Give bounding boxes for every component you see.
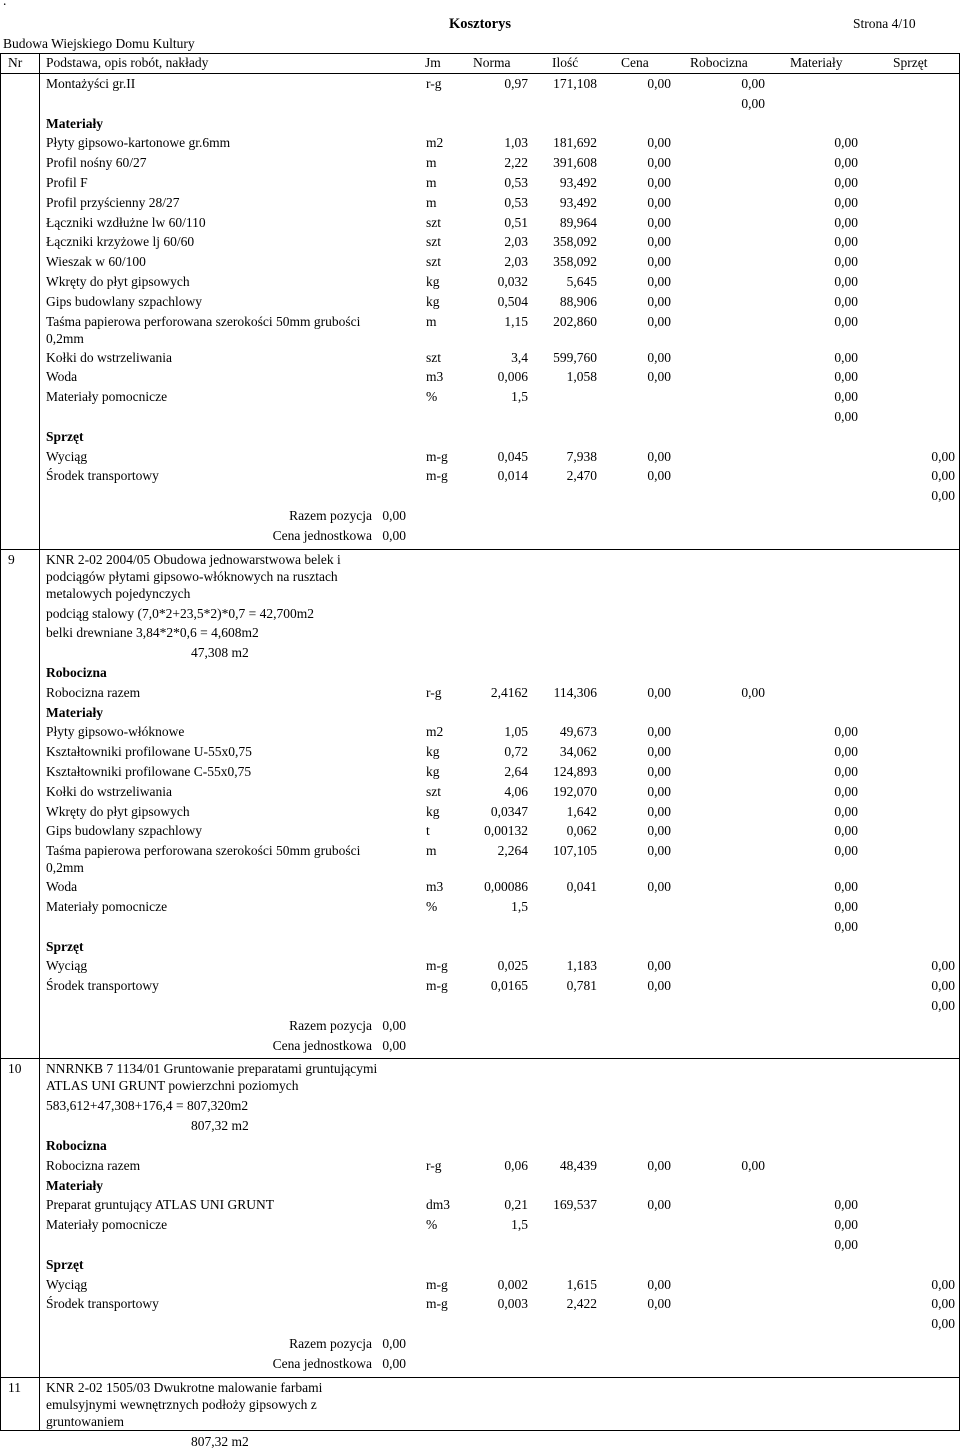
row-equipment: 0,00 bbox=[931, 1296, 955, 1311]
position-description: metalowych pojedynczych bbox=[46, 586, 191, 601]
row-materials: 0,00 bbox=[834, 744, 858, 759]
row-labour: 0,00 bbox=[741, 76, 765, 91]
row-price: 0,00 bbox=[647, 175, 671, 190]
row-unit: m-g bbox=[426, 449, 448, 464]
row-unit: m-g bbox=[426, 1277, 448, 1292]
subtotal-equipment: 0,00 bbox=[931, 1316, 955, 1331]
row-description: Materiały pomocnicze bbox=[46, 389, 168, 404]
row-unit: r-g bbox=[426, 1158, 442, 1173]
row-unit: szt bbox=[426, 350, 441, 365]
row-materials: 0,00 bbox=[834, 350, 858, 365]
row-norma: 0,21 bbox=[504, 1197, 528, 1212]
section-heading: Robocizna bbox=[46, 665, 107, 680]
position-description: emulsyjnymi wewnętrznych podłoży gipsowych z bbox=[46, 1397, 317, 1412]
row-equipment: 0,00 bbox=[931, 978, 955, 993]
section-heading: Sprzęt bbox=[46, 429, 84, 444]
row-norma: 2,22 bbox=[504, 155, 528, 170]
row-unit: m-g bbox=[426, 978, 448, 993]
row-labour: 0,00 bbox=[741, 1158, 765, 1173]
row-description: Wkręty do płyt gipsowych bbox=[46, 274, 190, 289]
row-description: Profil F bbox=[46, 175, 88, 190]
subtotal-materials: 0,00 bbox=[834, 1237, 858, 1252]
document-title: Kosztorys bbox=[449, 16, 512, 32]
row-norma: 1,5 bbox=[511, 1217, 528, 1232]
row-norma: 0,014 bbox=[497, 468, 528, 483]
row-quantity: 49,673 bbox=[559, 724, 597, 739]
header-col-desc: Podstawa, opis robót, nakłady bbox=[46, 55, 209, 70]
row-quantity: 107,105 bbox=[553, 843, 597, 858]
row-price: 0,00 bbox=[647, 1197, 671, 1212]
row-unit: m-g bbox=[426, 468, 448, 483]
position-quantity: 807,32 m2 bbox=[191, 1434, 249, 1449]
row-description: Woda bbox=[46, 369, 78, 384]
subtotal-equipment: 0,00 bbox=[931, 998, 955, 1013]
row-quantity: 192,070 bbox=[553, 784, 597, 799]
row-norma: 2,03 bbox=[504, 254, 528, 269]
row-norma: 0,032 bbox=[497, 274, 528, 289]
row-equipment: 0,00 bbox=[931, 468, 955, 483]
header-col-norma: Norma bbox=[473, 55, 511, 70]
row-description: Środek transportowy bbox=[46, 468, 159, 483]
row-norma: 0,97 bbox=[504, 76, 528, 91]
row-price: 0,00 bbox=[647, 879, 671, 894]
row-description: Kształtowniki profilowane C-55x0,75 bbox=[46, 764, 252, 779]
row-quantity: 1,642 bbox=[566, 804, 597, 819]
row-quantity: 358,092 bbox=[553, 234, 597, 249]
row-description: Gips budowlany szpachlowy bbox=[46, 294, 202, 309]
row-norma: 0,00132 bbox=[484, 823, 528, 838]
row-norma: 0,504 bbox=[497, 294, 528, 309]
row-price: 0,00 bbox=[647, 685, 671, 700]
row-description: Wyciąg bbox=[46, 449, 88, 464]
position-description: NNRNKB 7 1134/01 Gruntowanie preparatami gruntującymi bbox=[46, 1061, 378, 1076]
row-materials: 0,00 bbox=[834, 195, 858, 210]
position-number: 9 bbox=[8, 552, 15, 567]
total-value: 0,00 bbox=[382, 1356, 406, 1371]
row-unit: m bbox=[426, 314, 437, 329]
row-materials: 0,00 bbox=[834, 234, 858, 249]
section-heading: Materiały bbox=[46, 1178, 103, 1193]
row-price: 0,00 bbox=[647, 215, 671, 230]
row-norma: 1,5 bbox=[511, 899, 528, 914]
row-description: Woda bbox=[46, 879, 78, 894]
row-price: 0,00 bbox=[647, 724, 671, 739]
total-label: Razem pozycja bbox=[289, 1336, 372, 1351]
total-value: 0,00 bbox=[382, 1038, 406, 1053]
row-description: Profil przyścienny 28/27 bbox=[46, 195, 180, 210]
row-quantity: 391,608 bbox=[553, 155, 597, 170]
row-norma: 0,53 bbox=[504, 195, 528, 210]
section-heading: Sprzęt bbox=[46, 939, 84, 954]
position-description: gruntowaniem bbox=[46, 1414, 124, 1429]
row-quantity: 114,306 bbox=[553, 685, 597, 700]
row-unit: kg bbox=[426, 744, 440, 759]
row-norma: 0,51 bbox=[504, 215, 528, 230]
row-materials: 0,00 bbox=[834, 784, 858, 799]
row-quantity: 2,422 bbox=[566, 1296, 597, 1311]
row-price: 0,00 bbox=[647, 468, 671, 483]
header-col-sprzet: Sprzęt bbox=[893, 55, 928, 70]
row-unit: t bbox=[426, 823, 430, 838]
row-price: 0,00 bbox=[647, 784, 671, 799]
row-quantity: 171,108 bbox=[553, 76, 597, 91]
total-label: Cena jednostkowa bbox=[272, 1038, 372, 1053]
row-equipment: 0,00 bbox=[931, 958, 955, 973]
total-label: Razem pozycja bbox=[289, 508, 372, 523]
row-materials: 0,00 bbox=[834, 215, 858, 230]
position-description: KNR 2-02 2004/05 Obudowa jednowarstwowa belek i bbox=[46, 552, 341, 567]
row-unit: kg bbox=[426, 764, 440, 779]
row-materials: 0,00 bbox=[834, 314, 858, 329]
row-quantity: 599,760 bbox=[553, 350, 597, 365]
row-description: Robocizna razem bbox=[46, 1158, 141, 1173]
row-materials: 0,00 bbox=[834, 879, 858, 894]
row-unit: kg bbox=[426, 294, 440, 309]
row-unit: m-g bbox=[426, 958, 448, 973]
subtotal-labour: 0,00 bbox=[741, 96, 765, 111]
row-description: Robocizna razem bbox=[46, 685, 141, 700]
row-quantity: 202,860 bbox=[553, 314, 597, 329]
row-materials: 0,00 bbox=[834, 389, 858, 404]
row-description: Preparat gruntujący ATLAS UNI GRUNT bbox=[46, 1197, 274, 1212]
row-norma: 2,64 bbox=[504, 764, 528, 779]
row-norma: 0,025 bbox=[497, 958, 528, 973]
row-unit: r-g bbox=[426, 76, 442, 91]
position-quantity: 807,32 m2 bbox=[191, 1118, 249, 1133]
row-norma: 0,045 bbox=[497, 449, 528, 464]
row-unit: m bbox=[426, 843, 437, 858]
section-heading: Sprzęt bbox=[46, 1257, 84, 1272]
row-price: 0,00 bbox=[647, 744, 671, 759]
row-price: 0,00 bbox=[647, 1158, 671, 1173]
row-price: 0,00 bbox=[647, 1296, 671, 1311]
calculation-line: podciąg stalowy (7,0*2+23,5*2)*0,7 = 42,700m2 bbox=[46, 606, 314, 621]
row-price: 0,00 bbox=[647, 274, 671, 289]
row-quantity: 181,692 bbox=[553, 135, 597, 150]
position-separator bbox=[0, 1058, 960, 1059]
row-quantity: 1,615 bbox=[566, 1277, 597, 1292]
nr-column-divider bbox=[39, 53, 40, 1431]
row-equipment: 0,00 bbox=[931, 449, 955, 464]
position-description: podciągów płytami gipsowo-włóknowych na rusztach bbox=[46, 569, 338, 584]
row-materials: 0,00 bbox=[834, 1197, 858, 1212]
row-norma: 1,15 bbox=[504, 314, 528, 329]
row-materials: 0,00 bbox=[834, 294, 858, 309]
position-quantity: 47,308 m2 bbox=[191, 645, 249, 660]
position-separator bbox=[0, 1377, 960, 1378]
row-description: Montażyści gr.II bbox=[46, 76, 136, 91]
header-col-ilosc: Ilość bbox=[552, 55, 579, 70]
row-materials: 0,00 bbox=[834, 899, 858, 914]
total-label: Cena jednostkowa bbox=[272, 528, 372, 543]
row-norma: 2,4162 bbox=[490, 685, 528, 700]
row-price: 0,00 bbox=[647, 843, 671, 858]
row-price: 0,00 bbox=[647, 1277, 671, 1292]
table-top-border bbox=[0, 53, 960, 54]
row-description: Wyciąg bbox=[46, 1277, 88, 1292]
subtotal-materials: 0,00 bbox=[834, 409, 858, 424]
row-quantity: 89,964 bbox=[559, 215, 597, 230]
row-price: 0,00 bbox=[647, 254, 671, 269]
row-norma: 0,006 bbox=[497, 369, 528, 384]
total-label: Cena jednostkowa bbox=[272, 1356, 372, 1371]
row-norma: 0,002 bbox=[497, 1277, 528, 1292]
row-price: 0,00 bbox=[647, 369, 671, 384]
row-description: Wkręty do płyt gipsowych bbox=[46, 804, 190, 819]
row-quantity: 358,092 bbox=[553, 254, 597, 269]
row-quantity: 48,439 bbox=[559, 1158, 597, 1173]
row-materials: 0,00 bbox=[834, 1217, 858, 1232]
total-value: 0,00 bbox=[382, 1336, 406, 1351]
row-materials: 0,00 bbox=[834, 843, 858, 858]
position-separator bbox=[0, 549, 960, 550]
row-description: Wyciąg bbox=[46, 958, 88, 973]
position-number: 11 bbox=[8, 1380, 21, 1395]
row-equipment: 0,00 bbox=[931, 1277, 955, 1292]
section-heading: Materiały bbox=[46, 705, 103, 720]
row-quantity: 1,183 bbox=[566, 958, 597, 973]
row-price: 0,00 bbox=[647, 76, 671, 91]
row-unit: m3 bbox=[426, 369, 444, 384]
page-number: Strona 4/10 bbox=[853, 16, 916, 31]
row-quantity: 93,492 bbox=[559, 195, 597, 210]
total-label: Razem pozycja bbox=[289, 1018, 372, 1033]
row-quantity: 2,470 bbox=[566, 468, 597, 483]
row-unit: m2 bbox=[426, 135, 444, 150]
row-norma: 3,4 bbox=[511, 350, 528, 365]
row-price: 0,00 bbox=[647, 234, 671, 249]
row-description: Taśma papierowa perforowana szerokości 50mm grubości bbox=[46, 843, 361, 858]
row-price: 0,00 bbox=[647, 764, 671, 779]
row-price: 0,00 bbox=[647, 823, 671, 838]
row-materials: 0,00 bbox=[834, 369, 858, 384]
header-col-materialy: Materiały bbox=[790, 55, 843, 70]
section-heading: Materiały bbox=[46, 116, 103, 131]
row-materials: 0,00 bbox=[834, 155, 858, 170]
row-norma: 4,06 bbox=[504, 784, 528, 799]
subtotal-equipment: 0,00 bbox=[931, 488, 955, 503]
row-price: 0,00 bbox=[647, 958, 671, 973]
row-price: 0,00 bbox=[647, 449, 671, 464]
row-norma: 1,03 bbox=[504, 135, 528, 150]
row-materials: 0,00 bbox=[834, 175, 858, 190]
row-quantity: 124,893 bbox=[553, 764, 597, 779]
row-norma: 0,003 bbox=[497, 1296, 528, 1311]
row-norma: 1,5 bbox=[511, 389, 528, 404]
row-unit: szt bbox=[426, 234, 441, 249]
header-bottom-border bbox=[0, 73, 960, 74]
position-description: ATLAS UNI GRUNT powierzchni poziomych bbox=[46, 1078, 299, 1093]
header-col-nr: Nr bbox=[8, 55, 23, 70]
row-norma: 0,0347 bbox=[490, 804, 528, 819]
row-description: Gips budowlany szpachlowy bbox=[46, 823, 202, 838]
row-description-cont: 0,2mm bbox=[46, 331, 84, 346]
row-unit: szt bbox=[426, 784, 441, 799]
row-description: Taśma papierowa perforowana szerokości 50mm grubości bbox=[46, 314, 361, 329]
row-labour: 0,00 bbox=[741, 685, 765, 700]
calculation-line: belki drewniane 3,84*2*0,6 = 4,608m2 bbox=[46, 625, 259, 640]
row-description: Kołki do wstrzeliwania bbox=[46, 784, 172, 799]
row-unit: % bbox=[426, 389, 438, 404]
row-quantity: 169,537 bbox=[553, 1197, 597, 1212]
row-description: Wieszak w 60/100 bbox=[46, 254, 146, 269]
row-unit: m2 bbox=[426, 724, 444, 739]
row-quantity: 5,645 bbox=[566, 274, 597, 289]
row-unit: m3 bbox=[426, 879, 444, 894]
subtotal-materials: 0,00 bbox=[834, 919, 858, 934]
row-norma: 1,05 bbox=[504, 724, 528, 739]
total-value: 0,00 bbox=[382, 508, 406, 523]
row-materials: 0,00 bbox=[834, 724, 858, 739]
row-materials: 0,00 bbox=[834, 764, 858, 779]
row-norma: 2,264 bbox=[497, 843, 528, 858]
row-unit: % bbox=[426, 899, 438, 914]
row-unit: kg bbox=[426, 804, 440, 819]
table-bottom-border bbox=[0, 1430, 960, 1431]
page-dot: . bbox=[3, 0, 7, 8]
row-materials: 0,00 bbox=[834, 274, 858, 289]
row-norma: 0,00086 bbox=[484, 879, 528, 894]
row-materials: 0,00 bbox=[834, 804, 858, 819]
row-description: Łączniki krzyżowe lj 60/60 bbox=[46, 234, 195, 249]
calculation-line: 583,612+47,308+176,4 = 807,320m2 bbox=[46, 1098, 249, 1113]
row-price: 0,00 bbox=[647, 135, 671, 150]
row-description: Środek transportowy bbox=[46, 978, 159, 993]
row-description: Płyty gipsowo-kartonowe gr.6mm bbox=[46, 135, 231, 150]
row-quantity: 93,492 bbox=[559, 175, 597, 190]
row-price: 0,00 bbox=[647, 155, 671, 170]
total-value: 0,00 bbox=[382, 528, 406, 543]
row-description: Materiały pomocnicze bbox=[46, 1217, 168, 1232]
row-quantity: 1,058 bbox=[566, 369, 597, 384]
row-materials: 0,00 bbox=[834, 823, 858, 838]
row-quantity: 0,041 bbox=[566, 879, 597, 894]
row-unit: m-g bbox=[426, 1296, 448, 1311]
total-value: 0,00 bbox=[382, 1018, 406, 1033]
row-unit: dm3 bbox=[426, 1197, 451, 1212]
row-description: Łączniki wzdłużne lw 60/110 bbox=[46, 215, 206, 230]
row-price: 0,00 bbox=[647, 350, 671, 365]
row-norma: 0,06 bbox=[504, 1158, 528, 1173]
row-price: 0,00 bbox=[647, 314, 671, 329]
row-norma: 0,0165 bbox=[490, 978, 528, 993]
position-number: 10 bbox=[8, 1061, 22, 1076]
row-materials: 0,00 bbox=[834, 254, 858, 269]
row-quantity: 88,906 bbox=[559, 294, 597, 309]
row-description: Środek transportowy bbox=[46, 1296, 159, 1311]
row-description: Kołki do wstrzeliwania bbox=[46, 350, 172, 365]
row-norma: 0,72 bbox=[504, 744, 528, 759]
row-quantity: 0,062 bbox=[566, 823, 597, 838]
position-description: KNR 2-02 1505/03 Dwukrotne malowanie farbami bbox=[46, 1380, 323, 1395]
section-heading: Robocizna bbox=[46, 1138, 107, 1153]
header-col-cena: Cena bbox=[621, 55, 649, 70]
header-col-robocizna: Robocizna bbox=[690, 55, 748, 70]
row-quantity: 0,781 bbox=[566, 978, 597, 993]
row-unit: % bbox=[426, 1217, 438, 1232]
row-quantity: 34,062 bbox=[559, 744, 597, 759]
row-norma: 0,53 bbox=[504, 175, 528, 190]
row-description: Profil nośny 60/27 bbox=[46, 155, 147, 170]
row-description: Płyty gipsowo-włóknowe bbox=[46, 724, 185, 739]
row-description: Materiały pomocnicze bbox=[46, 899, 168, 914]
row-unit: kg bbox=[426, 274, 440, 289]
row-norma: 2,03 bbox=[504, 234, 528, 249]
row-price: 0,00 bbox=[647, 294, 671, 309]
row-price: 0,00 bbox=[647, 978, 671, 993]
row-price: 0,00 bbox=[647, 804, 671, 819]
row-unit: m bbox=[426, 175, 437, 190]
row-description: Kształtowniki profilowane U-55x0,75 bbox=[46, 744, 252, 759]
header-col-jm: Jm bbox=[425, 55, 441, 70]
row-description-cont: 0,2mm bbox=[46, 860, 84, 875]
table-left-border bbox=[0, 53, 1, 1431]
row-unit: szt bbox=[426, 254, 441, 269]
row-unit: m bbox=[426, 155, 437, 170]
row-materials: 0,00 bbox=[834, 135, 858, 150]
project-name: Budowa Wiejskiego Domu Kultury bbox=[3, 36, 195, 51]
row-unit: szt bbox=[426, 215, 441, 230]
row-price: 0,00 bbox=[647, 195, 671, 210]
row-quantity: 7,938 bbox=[566, 449, 597, 464]
row-unit: m bbox=[426, 195, 437, 210]
row-unit: r-g bbox=[426, 685, 442, 700]
